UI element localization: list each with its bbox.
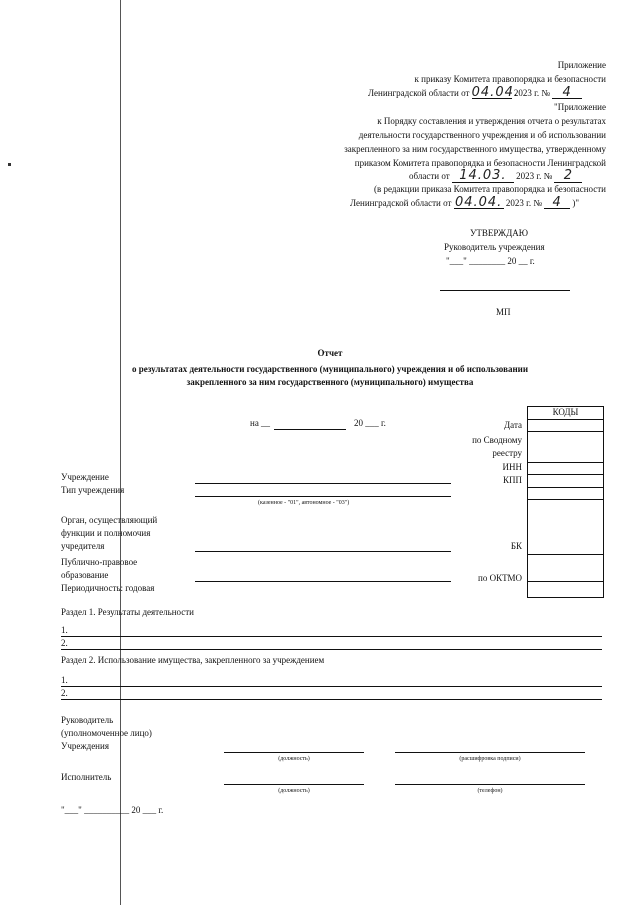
- section2-item-2: 2.: [61, 688, 68, 698]
- header-line3-year: 2023 г. №: [513, 88, 550, 98]
- header-line4: "Приложение: [554, 102, 606, 112]
- report-date-year: 20 ___ г.: [354, 418, 386, 428]
- executor-position-line[interactable]: [224, 784, 364, 785]
- codes-row-sep: [528, 581, 603, 582]
- section2-item-1-line[interactable]: [61, 686, 602, 687]
- entity-label-2: образование: [61, 570, 109, 580]
- codes-date-label: Дата: [504, 420, 522, 430]
- report-subtitle-1: о результатах деятельности государственного (муниципального) учреждения и об использовании: [131, 364, 529, 374]
- report-date-prefix: на __: [250, 418, 271, 428]
- handwritten-number-1: 4: [552, 88, 582, 99]
- periodicity-label: Периодичность: годовая: [61, 583, 155, 593]
- codes-registry-label-2: реестру: [492, 448, 522, 458]
- type-hint: (казенное - "01", автономное - "03"): [258, 500, 350, 506]
- header-line11-prefix: Ленинградской области от: [350, 198, 452, 208]
- signer-label-2: (уполномоченное лицо): [61, 728, 152, 738]
- header-line7: закрепленного за ним государственного имущества, утвержденному: [344, 144, 606, 154]
- codes-header: КОДЫ: [552, 407, 579, 417]
- margin-line: [120, 0, 121, 905]
- entity-label-1: Публично-правовое: [61, 557, 138, 567]
- header-line11-end: )": [572, 198, 580, 208]
- type-label: Тип учреждения: [61, 485, 125, 495]
- approve-role: Руководитель учреждения: [444, 242, 545, 252]
- codes-kpp-label: КПП: [502, 475, 522, 485]
- institution-label: Учреждение: [61, 472, 109, 482]
- approve-title: УТВЕРЖДАЮ: [470, 228, 529, 238]
- codes-inn-label: ИНН: [502, 462, 522, 472]
- approve-date-line: "___" ________ 20 __ г.: [446, 256, 535, 266]
- organ-label-1: Орган, осуществляющий: [61, 515, 158, 525]
- report-date-month-line: [274, 429, 346, 430]
- handwritten-date-1: 04.04.: [471, 85, 519, 100]
- handwritten-number-3: 4: [544, 197, 570, 209]
- signer-label-1: Руководитель: [61, 715, 114, 725]
- section1-item-2-line[interactable]: [61, 649, 602, 650]
- stamp-label: МП: [496, 307, 511, 317]
- report-subtitle-2: закрепленного за ним государственного (муниципального) имущества: [186, 377, 474, 387]
- signer-decoding-line[interactable]: [395, 752, 585, 753]
- header-line6: деятельности государственного учреждения и об использовании: [358, 130, 606, 140]
- header-line3: [368, 85, 582, 100]
- header-line2: к приказу Комитета правопорядка и безопасности: [414, 74, 606, 84]
- codes-row-sep: [528, 499, 603, 500]
- section1-item-1-line[interactable]: [61, 636, 602, 637]
- organ-field-line[interactable]: [195, 551, 451, 552]
- header-line11: [350, 197, 579, 209]
- handwritten-number-2: 2: [554, 170, 582, 183]
- organ-label-2: функции и полномочия: [61, 528, 151, 538]
- scan-speck: [8, 163, 11, 166]
- signer-label-3: Учреждения: [61, 741, 109, 751]
- codes-registry-label-1: по Сводному: [472, 435, 522, 445]
- header-line8: приказом Комитета правопорядка и безопасности Ленинградской: [354, 158, 606, 168]
- bottom-date-line: "___" __________ 20 ___ г.: [61, 805, 164, 815]
- signer-position-line[interactable]: [224, 752, 364, 753]
- header-line3-prefix: Ленинградской области от: [368, 88, 470, 98]
- codes-oktmo-label: по ОКТМО: [478, 573, 522, 583]
- header-line9: [409, 170, 582, 183]
- header-line9-year: 2023 г. №: [516, 171, 553, 181]
- signer-decoding-hint: (расшифровка подписи): [459, 756, 521, 762]
- section1-item-2: 2.: [61, 638, 68, 648]
- section2-title: Раздел 2. Использование имущества, закрепленного за учреждением: [61, 655, 325, 665]
- type-field-line[interactable]: [195, 496, 451, 497]
- codes-bk-label: БК: [510, 541, 522, 551]
- header-line10: (в редакции приказа Комитета правопорядка и безопасности: [373, 184, 606, 194]
- codes-row-sep: [528, 419, 603, 420]
- codes-row-sep: [528, 462, 603, 463]
- executor-phone-line[interactable]: [395, 784, 585, 785]
- executor-label: Исполнитель: [61, 772, 112, 782]
- header-line5: к Порядку составления и утверждения отчета о результатах: [377, 116, 606, 126]
- handwritten-date-3: 04.04.: [454, 195, 503, 210]
- entity-field-line[interactable]: [195, 581, 451, 582]
- executor-phone-hint: (телефон): [477, 788, 503, 794]
- codes-row-sep: [528, 474, 603, 475]
- codes-row-sep: [528, 487, 603, 488]
- codes-table: [527, 406, 604, 598]
- header-line1: Приложение: [557, 60, 606, 70]
- section2-item-2-line[interactable]: [61, 699, 602, 700]
- institution-field-line[interactable]: [195, 483, 451, 484]
- codes-row-sep: [528, 554, 603, 555]
- organ-label-3: учредителя: [61, 541, 105, 551]
- codes-row-sep: [528, 431, 603, 432]
- section2-item-1: 1.: [61, 675, 68, 685]
- approve-signature-line: [440, 290, 570, 291]
- executor-position-hint: (должность): [278, 788, 310, 794]
- handwritten-date-2: 14.03.: [452, 170, 514, 183]
- header-line9-prefix: области от: [409, 171, 450, 181]
- report-title: Отчет: [317, 348, 343, 358]
- section1-item-1: 1.: [61, 625, 68, 635]
- signer-position-hint: (должность): [278, 756, 310, 762]
- section1-title: Раздел 1. Результаты деятельности: [61, 607, 194, 617]
- header-line11-year: 2023 г. №: [505, 198, 542, 208]
